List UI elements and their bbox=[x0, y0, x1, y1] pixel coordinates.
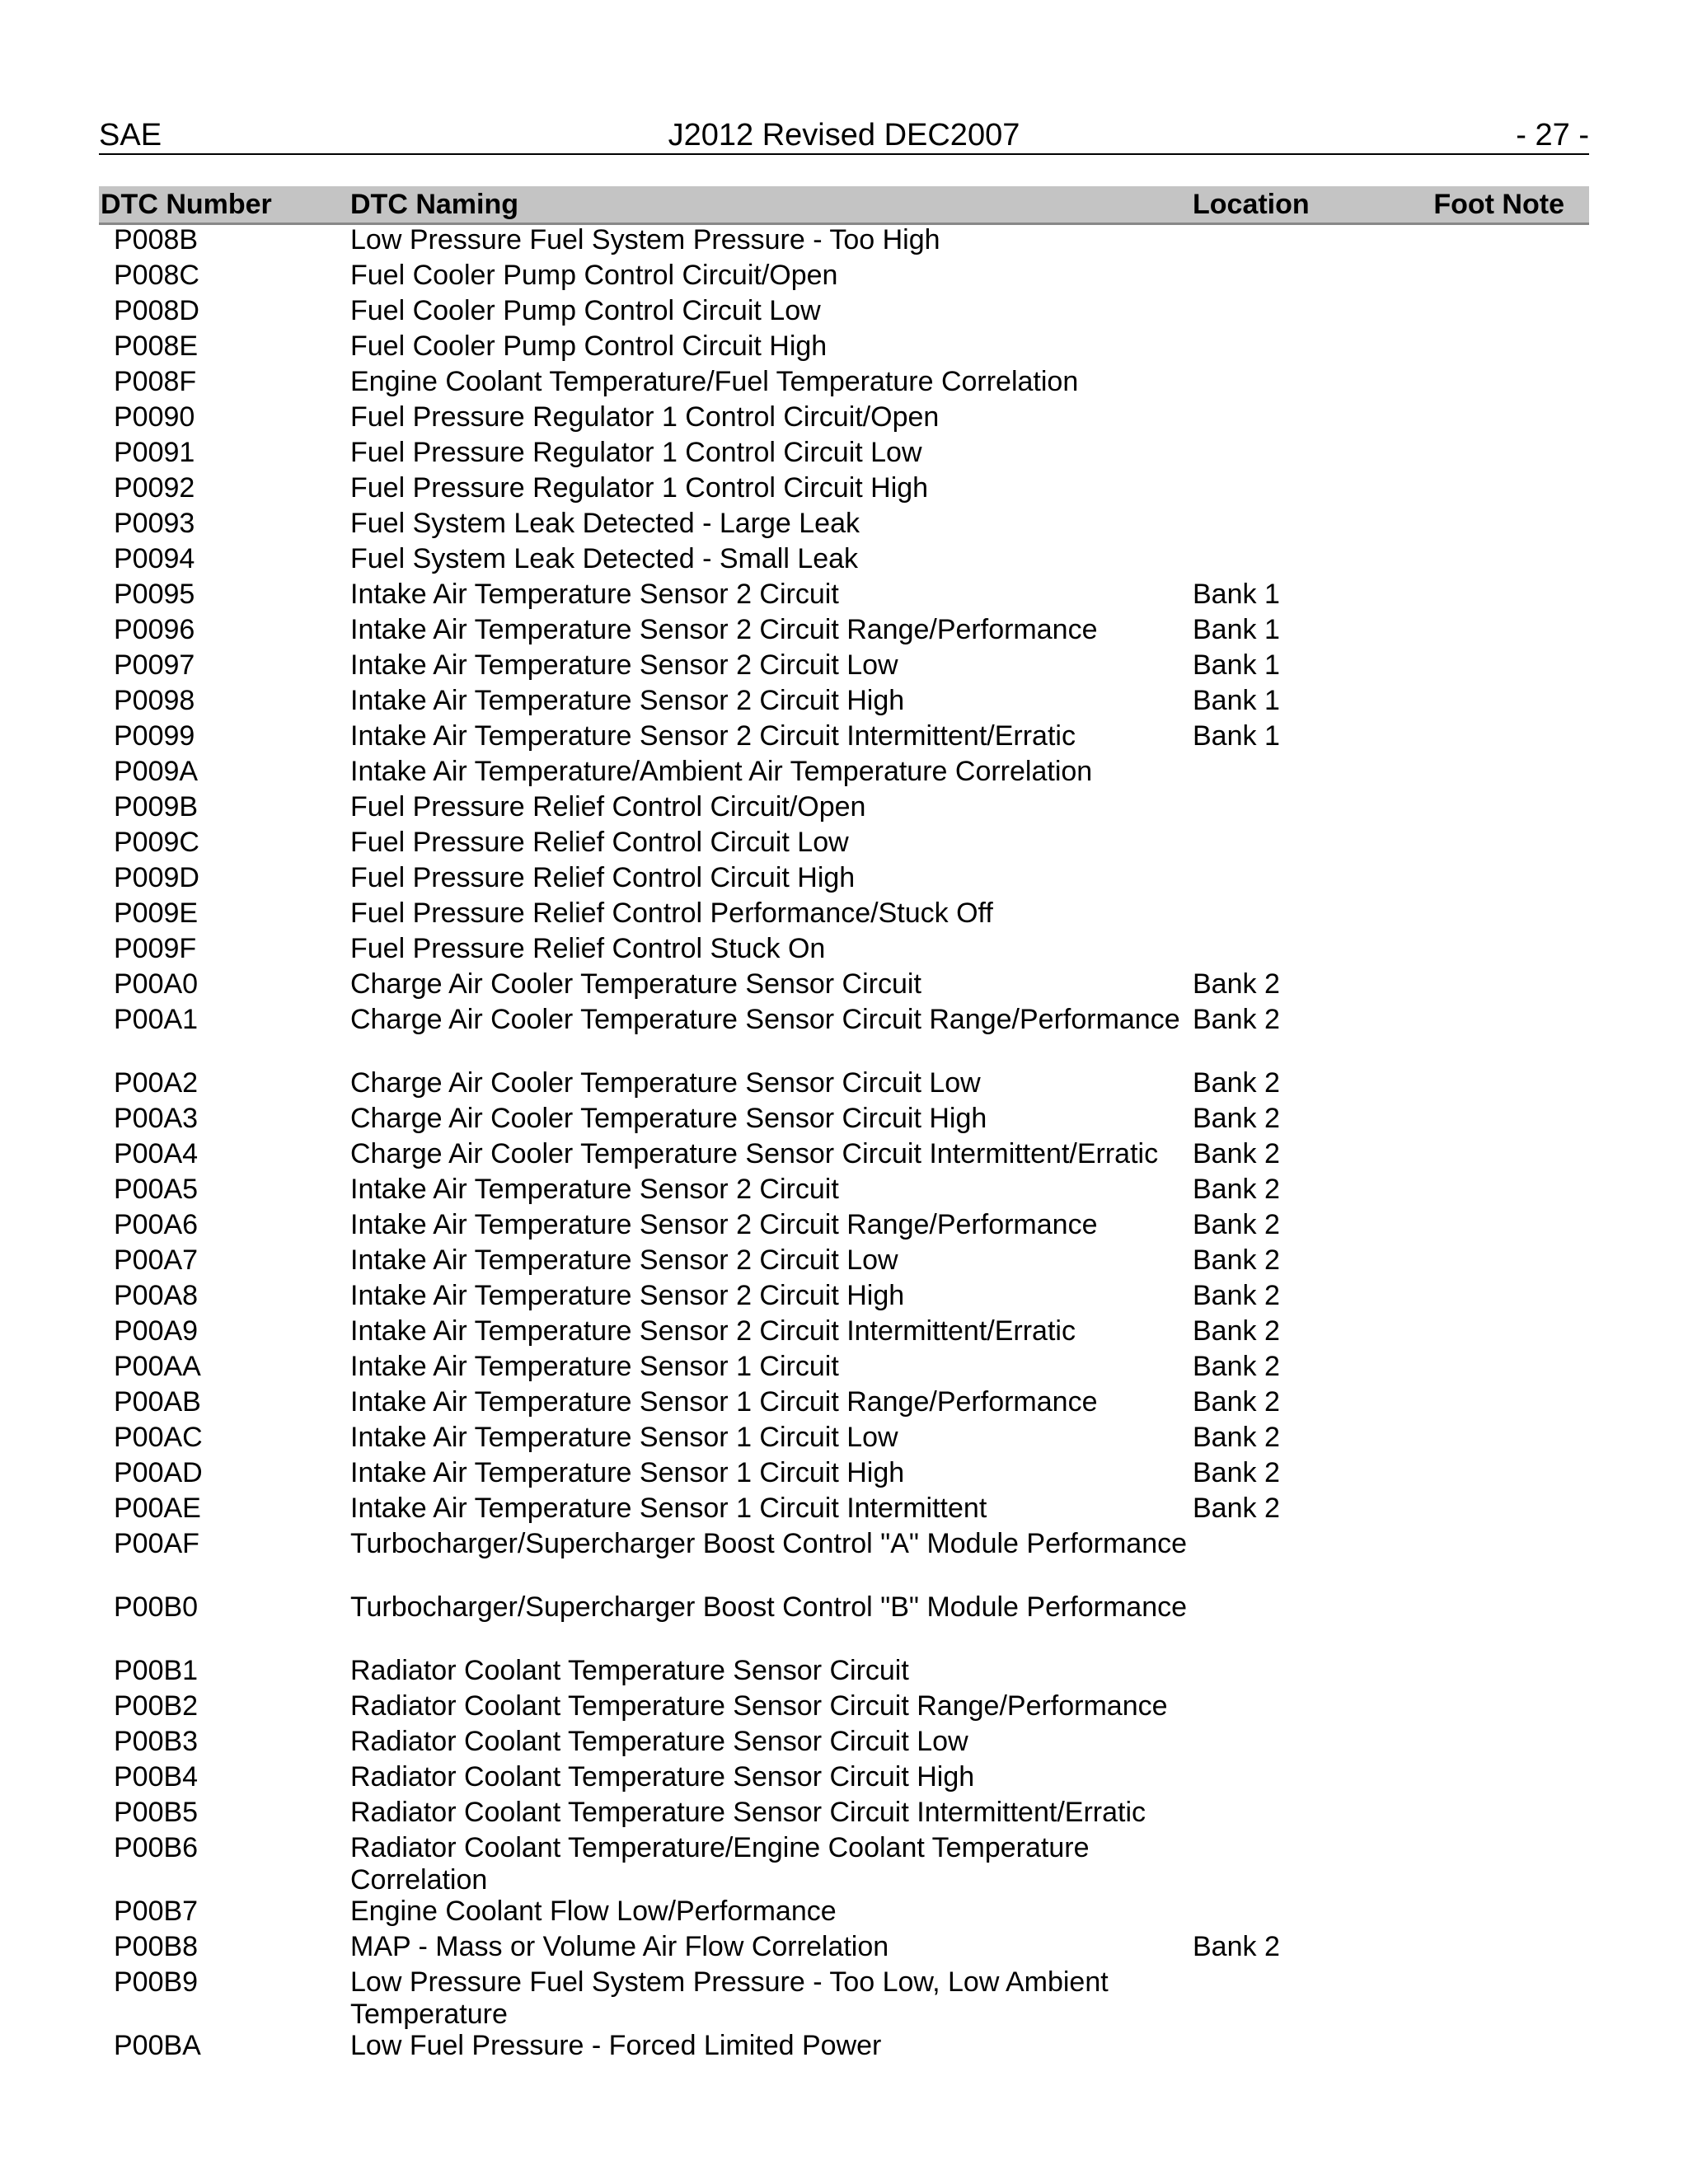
dtc-number-cell: P008F bbox=[114, 366, 197, 397]
location-cell: Bank 1 bbox=[1193, 720, 1280, 752]
table-row bbox=[99, 1244, 1589, 1280]
location-cell bbox=[1193, 1591, 1357, 1655]
dtc-naming-cell: Intake Air Temperature Sensor 1 Circuit Low bbox=[350, 1422, 898, 1453]
table-row bbox=[99, 791, 1589, 827]
location-cell bbox=[1193, 224, 1357, 260]
foot-note-cell bbox=[1357, 1493, 1589, 1528]
table-row bbox=[99, 401, 1589, 437]
dtc-naming-cell: Fuel Pressure Regulator 1 Control Circuit/Open bbox=[350, 401, 940, 433]
table-row bbox=[99, 685, 1589, 720]
table-row bbox=[99, 827, 1589, 862]
location-cell bbox=[1193, 1655, 1357, 1690]
foot-note-cell bbox=[1357, 614, 1589, 649]
dtc-number-cell: P008E bbox=[114, 330, 199, 362]
table-row bbox=[99, 933, 1589, 968]
table-row bbox=[99, 968, 1589, 1004]
foot-note-cell bbox=[1357, 330, 1589, 366]
table-row bbox=[99, 1103, 1589, 1138]
location-cell bbox=[1193, 508, 1357, 543]
location-cell bbox=[1193, 330, 1357, 366]
foot-note-cell bbox=[1357, 1067, 1589, 1103]
column-header-dtc-naming: DTC Naming bbox=[350, 189, 518, 220]
location-cell bbox=[1193, 1690, 1357, 1726]
dtc-number-cell: P0092 bbox=[114, 472, 195, 504]
location-cell bbox=[1193, 898, 1357, 933]
dtc-naming-cell: Charge Air Cooler Temperature Sensor Circuit bbox=[350, 968, 921, 1000]
table-row bbox=[99, 2030, 1589, 2065]
foot-note-cell bbox=[1357, 1004, 1589, 1067]
dtc-number-cell: P0091 bbox=[114, 437, 195, 468]
foot-note-cell bbox=[1357, 401, 1589, 437]
dtc-naming-cell: Intake Air Temperature Sensor 2 Circuit Range/Performance bbox=[350, 614, 1098, 645]
table-row bbox=[99, 1966, 1589, 2030]
table-row bbox=[99, 1004, 1589, 1067]
dtc-number-cell: P008C bbox=[114, 260, 199, 291]
dtc-number-cell: P00AE bbox=[114, 1493, 201, 1524]
dtc-naming-cell: Intake Air Temperature Sensor 2 Circuit Intermittent/Erratic bbox=[350, 1315, 1076, 1347]
dtc-number-cell: P00BA bbox=[114, 2030, 201, 2061]
location-cell bbox=[1193, 543, 1357, 579]
dtc-naming-cell: Fuel Pressure Regulator 1 Control Circuit High bbox=[350, 472, 929, 504]
dtc-naming-cell: Intake Air Temperature Sensor 2 Circuit High bbox=[350, 1280, 905, 1311]
dtc-naming-cell: Fuel Pressure Regulator 1 Control Circuit Low bbox=[350, 437, 922, 468]
dtc-number-cell: P00A2 bbox=[114, 1067, 199, 1099]
dtc-naming-cell: Fuel Pressure Relief Control Circuit/Open bbox=[350, 791, 866, 823]
dtc-number-cell: P0093 bbox=[114, 508, 195, 539]
location-cell bbox=[1193, 1832, 1357, 1896]
location-cell bbox=[1193, 472, 1357, 508]
table-row bbox=[99, 1797, 1589, 1832]
foot-note-cell bbox=[1357, 898, 1589, 933]
dtc-number-cell: P00B5 bbox=[114, 1797, 199, 1828]
foot-note-cell bbox=[1357, 791, 1589, 827]
dtc-number-cell: P0097 bbox=[114, 649, 195, 681]
foot-note-cell bbox=[1357, 1386, 1589, 1422]
dtc-naming-cell: Low Pressure Fuel System Pressure - Too High bbox=[350, 224, 940, 255]
dtc-number-cell: P00B3 bbox=[114, 1726, 199, 1757]
location-cell: Bank 2 bbox=[1193, 1209, 1280, 1240]
location-cell bbox=[1193, 1761, 1357, 1797]
dtc-naming-cell: Radiator Coolant Temperature Sensor Circuit Intermittent/Erratic bbox=[350, 1797, 1146, 1828]
dtc-naming-cell: Charge Air Cooler Temperature Sensor Circuit Intermittent/Erratic bbox=[350, 1138, 1159, 1169]
dtc-number-cell: P009F bbox=[114, 933, 197, 964]
foot-note-cell bbox=[1357, 1422, 1589, 1457]
table-row bbox=[99, 1832, 1589, 1896]
location-cell bbox=[1193, 295, 1357, 330]
location-cell: Bank 2 bbox=[1193, 1138, 1280, 1169]
dtc-number-cell: P00A7 bbox=[114, 1244, 199, 1276]
table-row bbox=[99, 437, 1589, 472]
foot-note-cell bbox=[1357, 720, 1589, 756]
dtc-number-cell: P00A3 bbox=[114, 1103, 199, 1134]
foot-note-cell bbox=[1357, 472, 1589, 508]
dtc-naming-cell: Turbocharger/Supercharger Boost Control "B" Module Performance bbox=[350, 1591, 1188, 1623]
table-row bbox=[99, 1386, 1589, 1422]
dtc-number-cell: P0096 bbox=[114, 614, 195, 645]
dtc-naming-cell: Intake Air Temperature Sensor 2 Circuit Low bbox=[350, 1244, 898, 1276]
dtc-number-cell: P00A0 bbox=[114, 968, 199, 1000]
foot-note-cell bbox=[1357, 1280, 1589, 1315]
foot-note-cell bbox=[1357, 579, 1589, 614]
dtc-number-cell: P00B1 bbox=[114, 1655, 199, 1686]
column-header-location: Location bbox=[1193, 189, 1310, 220]
location-cell: Bank 2 bbox=[1193, 1351, 1280, 1382]
foot-note-cell bbox=[1357, 1457, 1589, 1493]
dtc-naming-cell: Charge Air Cooler Temperature Sensor Circuit Low bbox=[350, 1067, 981, 1099]
foot-note-cell bbox=[1357, 260, 1589, 295]
foot-note-cell bbox=[1357, 649, 1589, 685]
header-organization: SAE bbox=[99, 118, 162, 152]
dtc-number-cell: P00AC bbox=[114, 1422, 203, 1453]
foot-note-cell bbox=[1357, 1174, 1589, 1209]
table-row bbox=[99, 1138, 1589, 1174]
foot-note-cell bbox=[1357, 685, 1589, 720]
location-cell: Bank 1 bbox=[1193, 649, 1280, 681]
table-row bbox=[99, 1690, 1589, 1726]
location-cell bbox=[1193, 401, 1357, 437]
table-row bbox=[99, 543, 1589, 579]
dtc-number-cell: P008D bbox=[114, 295, 199, 326]
foot-note-cell bbox=[1357, 543, 1589, 579]
table-row bbox=[99, 1457, 1589, 1493]
table-row bbox=[99, 1493, 1589, 1528]
table-row bbox=[99, 1591, 1589, 1655]
table-row bbox=[99, 1761, 1589, 1797]
foot-note-cell bbox=[1357, 1351, 1589, 1386]
foot-note-cell bbox=[1357, 1761, 1589, 1797]
dtc-naming-cell: Engine Coolant Flow Low/Performance bbox=[350, 1896, 837, 1927]
location-cell: Bank 2 bbox=[1193, 1280, 1280, 1311]
location-cell: Bank 2 bbox=[1193, 1457, 1280, 1488]
foot-note-cell bbox=[1357, 756, 1589, 791]
dtc-naming-cell: Intake Air Temperature Sensor 2 Circuit High bbox=[350, 685, 905, 716]
foot-note-cell bbox=[1357, 366, 1589, 401]
dtc-naming-cell: Turbocharger/Supercharger Boost Control "A" Module Performance bbox=[350, 1528, 1188, 1559]
location-cell: Bank 1 bbox=[1193, 614, 1280, 645]
table-row bbox=[99, 614, 1589, 649]
location-cell: Bank 2 bbox=[1193, 1386, 1280, 1418]
table-row bbox=[99, 295, 1589, 330]
location-cell bbox=[1193, 2030, 1357, 2065]
page-header bbox=[99, 117, 1589, 155]
table-row bbox=[99, 1351, 1589, 1386]
location-cell: Bank 2 bbox=[1193, 1493, 1280, 1524]
dtc-naming-cell: Radiator Coolant Temperature/Engine Coolant Temperature Correlation bbox=[350, 1832, 1090, 1896]
foot-note-cell bbox=[1357, 1528, 1589, 1591]
location-cell: Bank 1 bbox=[1193, 685, 1280, 716]
dtc-number-cell: P00A1 bbox=[114, 1004, 199, 1035]
location-cell: Bank 2 bbox=[1193, 1244, 1280, 1276]
table-row bbox=[99, 862, 1589, 898]
dtc-naming-cell: Intake Air Temperature Sensor 1 Circuit Range/Performance bbox=[350, 1386, 1098, 1418]
foot-note-cell bbox=[1357, 968, 1589, 1004]
dtc-number-cell: P00B4 bbox=[114, 1761, 199, 1793]
dtc-naming-cell: Fuel Cooler Pump Control Circuit/Open bbox=[350, 260, 838, 291]
foot-note-cell bbox=[1357, 1209, 1589, 1244]
dtc-number-cell: P0090 bbox=[114, 401, 195, 433]
dtc-naming-cell: Charge Air Cooler Temperature Sensor Circuit High bbox=[350, 1103, 987, 1134]
dtc-number-cell: P008B bbox=[114, 224, 199, 255]
location-cell bbox=[1193, 862, 1357, 898]
location-cell: Bank 1 bbox=[1193, 579, 1280, 610]
location-cell bbox=[1193, 1896, 1357, 1931]
foot-note-cell bbox=[1357, 1966, 1589, 2030]
dtc-naming-cell: Radiator Coolant Temperature Sensor Circuit High bbox=[350, 1761, 975, 1793]
table-header bbox=[99, 186, 1589, 225]
dtc-number-cell: P00AF bbox=[114, 1528, 199, 1559]
table-row bbox=[99, 579, 1589, 614]
dtc-number-cell: P00A9 bbox=[114, 1315, 199, 1347]
dtc-naming-cell: Fuel Pressure Relief Control Circuit Low bbox=[350, 827, 849, 858]
dtc-number-cell: P0098 bbox=[114, 685, 195, 716]
dtc-naming-cell: Intake Air Temperature Sensor 1 Circuit bbox=[350, 1351, 839, 1382]
location-cell: Bank 2 bbox=[1193, 1067, 1280, 1099]
dtc-number-cell: P00AA bbox=[114, 1351, 201, 1382]
foot-note-cell bbox=[1357, 1138, 1589, 1174]
foot-note-cell bbox=[1357, 1726, 1589, 1761]
dtc-naming-cell: Fuel System Leak Detected - Small Leak bbox=[350, 543, 859, 574]
dtc-naming-cell: Radiator Coolant Temperature Sensor Circuit Low bbox=[350, 1726, 968, 1757]
table-row bbox=[99, 1422, 1589, 1457]
dtc-table-body bbox=[99, 224, 1589, 2065]
location-cell: Bank 2 bbox=[1193, 1174, 1280, 1205]
table-row bbox=[99, 1726, 1589, 1761]
dtc-naming-cell: Intake Air Temperature Sensor 2 Circuit Intermittent/Erratic bbox=[350, 720, 1076, 752]
foot-note-cell bbox=[1357, 1315, 1589, 1351]
dtc-naming-cell: Intake Air Temperature Sensor 1 Circuit Intermittent bbox=[350, 1493, 987, 1524]
dtc-naming-cell: Fuel Cooler Pump Control Circuit High bbox=[350, 330, 828, 362]
dtc-number-cell: P009D bbox=[114, 862, 199, 893]
dtc-number-cell: P00A6 bbox=[114, 1209, 199, 1240]
dtc-number-cell: P009A bbox=[114, 756, 199, 787]
dtc-naming-cell: Charge Air Cooler Temperature Sensor Circuit Range/Performance bbox=[350, 1004, 1180, 1035]
foot-note-cell bbox=[1357, 295, 1589, 330]
dtc-naming-cell: Fuel System Leak Detected - Large Leak bbox=[350, 508, 860, 539]
table-row bbox=[99, 472, 1589, 508]
table-row bbox=[99, 1931, 1589, 1966]
foot-note-cell bbox=[1357, 1103, 1589, 1138]
header-document-title: J2012 Revised DEC2007 bbox=[668, 118, 1020, 152]
dtc-naming-cell: Intake Air Temperature Sensor 2 Circuit Low bbox=[350, 649, 898, 681]
dtc-number-cell: P00AD bbox=[114, 1457, 203, 1488]
dtc-number-cell: P00B2 bbox=[114, 1690, 199, 1722]
dtc-number-cell: P00A8 bbox=[114, 1280, 199, 1311]
foot-note-cell bbox=[1357, 1690, 1589, 1726]
foot-note-cell bbox=[1357, 224, 1589, 260]
dtc-naming-cell: Low Pressure Fuel System Pressure - Too Low, Low Ambient Temperature bbox=[350, 1966, 1109, 2030]
dtc-naming-cell: Fuel Pressure Relief Control Circuit High bbox=[350, 862, 856, 893]
dtc-number-cell: P0094 bbox=[114, 543, 195, 574]
foot-note-cell bbox=[1357, 1244, 1589, 1280]
dtc-number-cell: P00B6 bbox=[114, 1832, 199, 1863]
dtc-naming-cell: Intake Air Temperature/Ambient Air Temperature Correlation bbox=[350, 756, 1093, 787]
table-row bbox=[99, 1896, 1589, 1931]
table-row bbox=[99, 330, 1589, 366]
location-cell bbox=[1193, 1726, 1357, 1761]
location-cell: Bank 2 bbox=[1193, 1931, 1280, 1962]
table-row bbox=[99, 1528, 1589, 1591]
table-row bbox=[99, 508, 1589, 543]
dtc-naming-cell: Fuel Pressure Relief Control Performance/Stuck Off bbox=[350, 898, 993, 929]
dtc-naming-cell: Radiator Coolant Temperature Sensor Circuit Range/Performance bbox=[350, 1690, 1168, 1722]
foot-note-cell bbox=[1357, 508, 1589, 543]
location-cell bbox=[1193, 756, 1357, 791]
dtc-number-cell: P009C bbox=[114, 827, 199, 858]
table-row bbox=[99, 649, 1589, 685]
foot-note-cell bbox=[1357, 933, 1589, 968]
location-cell: Bank 2 bbox=[1193, 1315, 1280, 1347]
dtc-number-cell: P00B0 bbox=[114, 1591, 199, 1623]
foot-note-cell bbox=[1357, 862, 1589, 898]
location-cell bbox=[1193, 1528, 1357, 1591]
dtc-number-cell: P00AB bbox=[114, 1386, 201, 1418]
dtc-naming-cell: Fuel Pressure Relief Control Stuck On bbox=[350, 933, 826, 964]
table-row bbox=[99, 720, 1589, 756]
location-cell bbox=[1193, 1797, 1357, 1832]
foot-note-cell bbox=[1357, 437, 1589, 472]
table-row bbox=[99, 756, 1589, 791]
foot-note-cell bbox=[1357, 827, 1589, 862]
foot-note-cell bbox=[1357, 1797, 1589, 1832]
dtc-number-cell: P0099 bbox=[114, 720, 195, 752]
column-header-foot-note: Foot Note bbox=[1433, 189, 1564, 220]
foot-note-cell bbox=[1357, 1655, 1589, 1690]
foot-note-cell bbox=[1357, 1591, 1589, 1655]
table-row bbox=[99, 1209, 1589, 1244]
dtc-naming-cell: Intake Air Temperature Sensor 2 Circuit Range/Performance bbox=[350, 1209, 1098, 1240]
table-row bbox=[99, 260, 1589, 295]
dtc-number-cell: P0095 bbox=[114, 579, 195, 610]
dtc-naming-cell: Low Fuel Pressure - Forced Limited Power bbox=[350, 2030, 882, 2061]
table-row bbox=[99, 1280, 1589, 1315]
location-cell: Bank 2 bbox=[1193, 1004, 1280, 1035]
dtc-number-cell: P009E bbox=[114, 898, 199, 929]
table-row bbox=[99, 224, 1589, 260]
location-cell bbox=[1193, 260, 1357, 295]
dtc-number-cell: P00B8 bbox=[114, 1931, 199, 1962]
dtc-naming-cell: Fuel Cooler Pump Control Circuit Low bbox=[350, 295, 821, 326]
column-header-dtc-number: DTC Number bbox=[101, 189, 272, 220]
dtc-naming-cell: Intake Air Temperature Sensor 1 Circuit High bbox=[350, 1457, 905, 1488]
dtc-naming-cell: Intake Air Temperature Sensor 2 Circuit bbox=[350, 1174, 839, 1205]
dtc-number-cell: P00A4 bbox=[114, 1138, 199, 1169]
location-cell bbox=[1193, 366, 1357, 401]
location-cell bbox=[1193, 791, 1357, 827]
dtc-naming-cell: Engine Coolant Temperature/Fuel Temperature Correlation bbox=[350, 366, 1079, 397]
foot-note-cell bbox=[1357, 1896, 1589, 1931]
dtc-naming-cell: Intake Air Temperature Sensor 2 Circuit bbox=[350, 579, 839, 610]
location-cell bbox=[1193, 933, 1357, 968]
dtc-number-cell: P00B9 bbox=[114, 1966, 199, 1998]
table-row bbox=[99, 1174, 1589, 1209]
dtc-naming-cell: MAP - Mass or Volume Air Flow Correlation bbox=[350, 1931, 889, 1962]
location-cell: Bank 2 bbox=[1193, 1103, 1280, 1134]
location-cell bbox=[1193, 827, 1357, 862]
foot-note-cell bbox=[1357, 1832, 1589, 1896]
foot-note-cell bbox=[1357, 1931, 1589, 1966]
table-row bbox=[99, 1655, 1589, 1690]
foot-note-cell bbox=[1357, 2030, 1589, 2065]
table-row bbox=[99, 898, 1589, 933]
location-cell bbox=[1193, 437, 1357, 472]
dtc-number-cell: P009B bbox=[114, 791, 199, 823]
table-row bbox=[99, 1315, 1589, 1351]
table-row bbox=[99, 1067, 1589, 1103]
table-row bbox=[99, 366, 1589, 401]
location-cell bbox=[1193, 1966, 1357, 2030]
dtc-naming-cell: Radiator Coolant Temperature Sensor Circuit bbox=[350, 1655, 909, 1686]
location-cell: Bank 2 bbox=[1193, 968, 1280, 1000]
dtc-number-cell: P00B7 bbox=[114, 1896, 199, 1927]
location-cell: Bank 2 bbox=[1193, 1422, 1280, 1453]
dtc-number-cell: P00A5 bbox=[114, 1174, 199, 1205]
header-page-number: - 27 - bbox=[1516, 118, 1589, 152]
